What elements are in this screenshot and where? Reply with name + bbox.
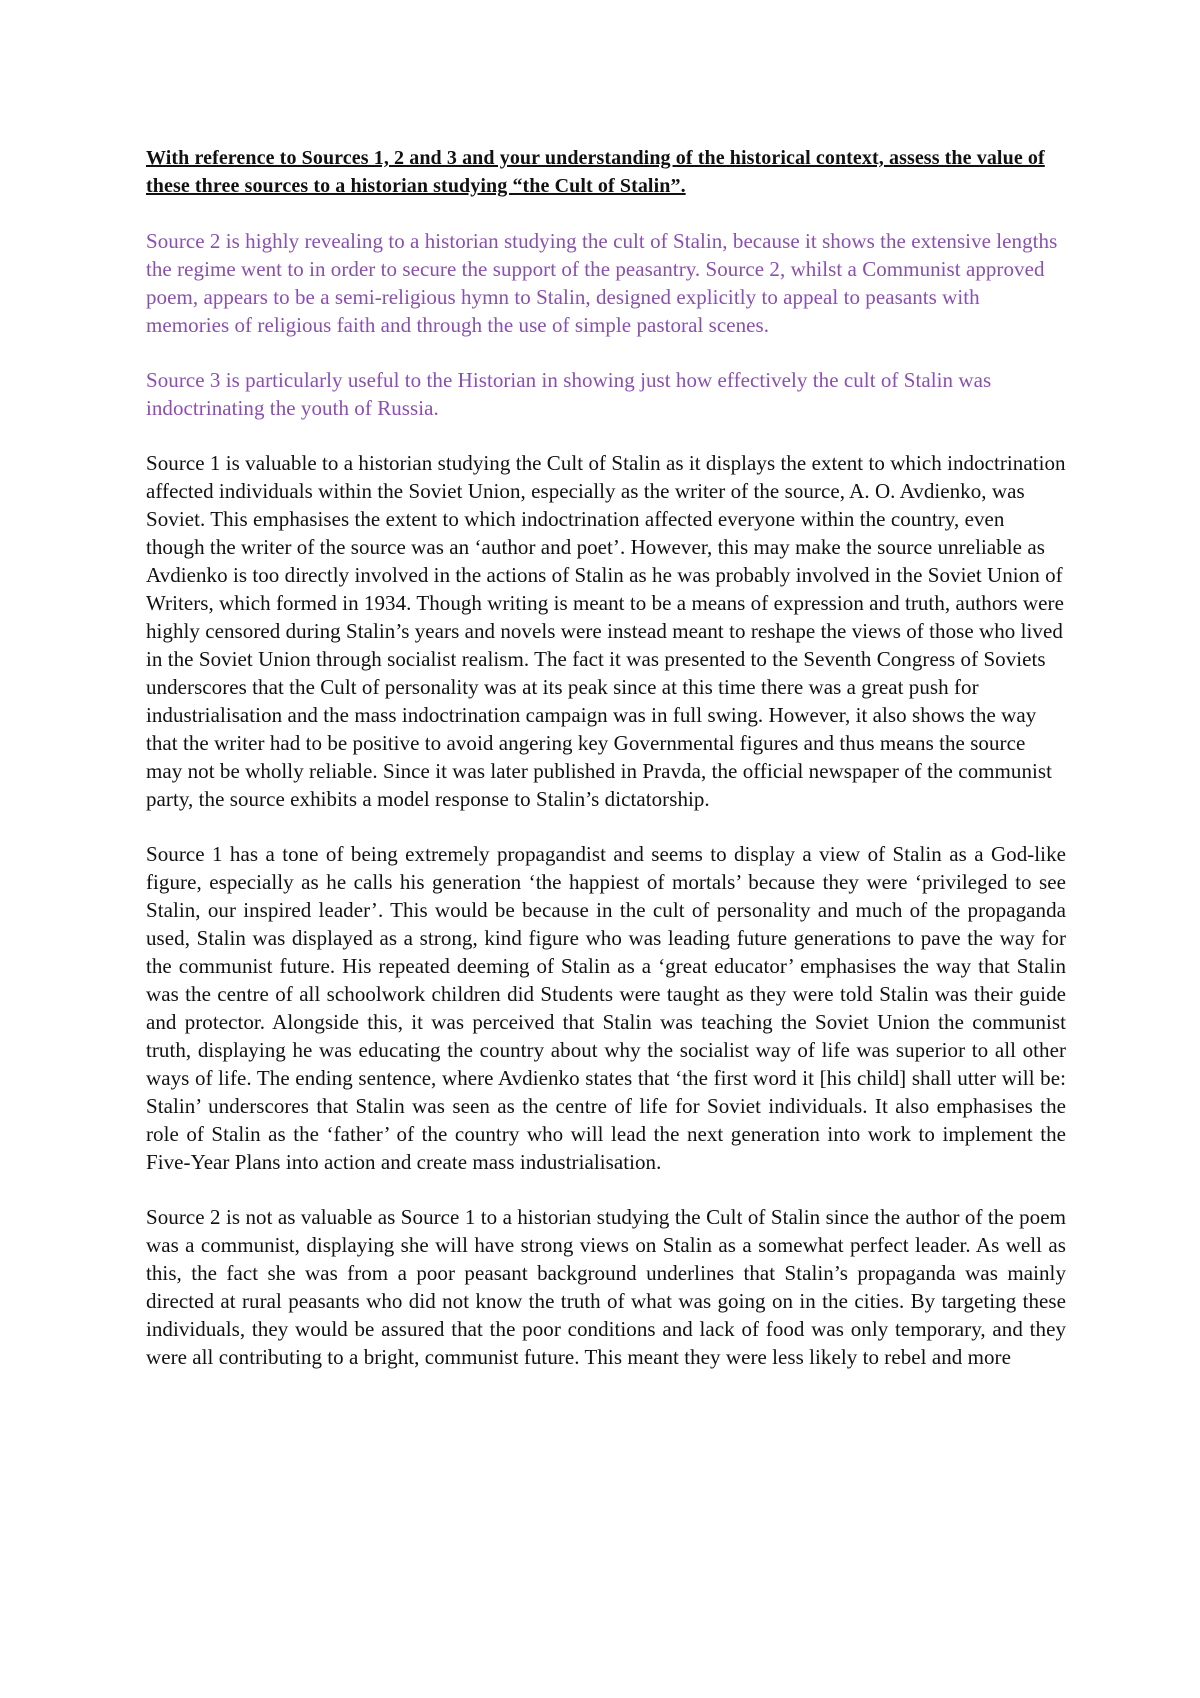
paragraph-source-2-intro: Source 2 is highly revealing to a historian studying the cult of Stalin, because it shows the extensive lengths the regime went to in order to secure the support of the peasantry. Source 2, whilst a Communist approved poem, appears to be a semi-religious hymn to Stalin, designed explicitly to appeal to peasants with memories of religious faith and through the use of simple pastoral scenes. (146, 229, 1058, 337)
document-page (146, 144, 1066, 1398)
paragraph-source-1-value: Source 1 is valuable to a historian studying the Cult of Stalin as it displays the extent to which indoctrination affected individuals within the Soviet Union, especially as the writer of the source, A. O. Avdienko, was Soviet. This emphasises the extent to which indoctrination affected everyone within the country, even though the writer of the source was an ‘author and poet’. However, this may make the source unreliable as Avdienko is too directly involved in the actions of Stalin as he was probably involved in the Soviet Union of Writers, which formed in 1934. Though writing is meant to be a means of expression and truth, authors were highly censored during Stalin’s years and novels were instead meant to reshape the views of those who lived in the Soviet Union through socialist realism. The fact it was presented to the Seventh Congress of Soviets underscores that the Cult of personality was at its peak since at this time there was a great push for industrialisation and the mass indoctrination campaign was in full swing. However, it also shows the way that the writer had to be positive to avoid angering key Governmental figures and thus means the source may not be wholly reliable. Since it was later published in Pravda, the official newspaper of the communist party, the source exhibits a model response to Stalin’s dictatorship. (146, 451, 1066, 811)
essay-question-heading: With reference to Sources 1, 2 and 3 and your understanding of the historical context, assess the value of these three sources to a historian studying “the Cult of Stalin”. (146, 147, 1045, 197)
paragraph-source-1-tone: Source 1 has a tone of being extremely propagandist and seems to display a view of Stalin as a God-like figure, especially as he calls his generation ‘the happiest of mortals’ because they were ‘privileged to see Stalin, our inspired leader’. This would be because in the cult of personality and much of the propaganda used, Stalin was displayed as a strong, kind figure who was leading future generations to pave the way for the communist future. His repeated deeming of Stalin as a ‘great educator’ emphasises the way that Stalin was the centre of all schoolwork children did Students were taught as they were told Stalin was their guide and protector. Alongside this, it was perceived that Stalin was teaching the Soviet Union the communist truth, displaying he was educating the country about why the socialist way of life was superior to all other ways of life. The ending sentence, where Avdienko states that ‘the first word it [his child] shall utter will be: Stalin’ underscores that Stalin was seen as the centre of life for Soviet individuals. It also emphasises the role of Stalin as the ‘father’ of the country who will lead the next generation into work to implement the Five-Year Plans into action and create mass industrialisation. (146, 842, 1066, 1174)
paragraph-source-3-intro: Source 3 is particularly useful to the Historian in showing just how effectively the cult of Stalin was indoctrinating the youth of Russia. (146, 368, 992, 420)
paragraph-source-2-value: Source 2 is not as valuable as Source 1 to a historian studying the Cult of Stalin since the author of the poem was a communist, displaying she will have strong views on Stalin as a somewhat perfect leader. As well as this, the fact she was from a poor peasant background underlines that Stalin’s propaganda was mainly directed at rural peasants who did not know the truth of what was going on in the cities. By targeting these individuals, they would be assured that the poor conditions and lack of food was only temporary, and they were all contributing to a bright, communist future. This meant they were less likely to rebel and more (146, 1205, 1066, 1369)
